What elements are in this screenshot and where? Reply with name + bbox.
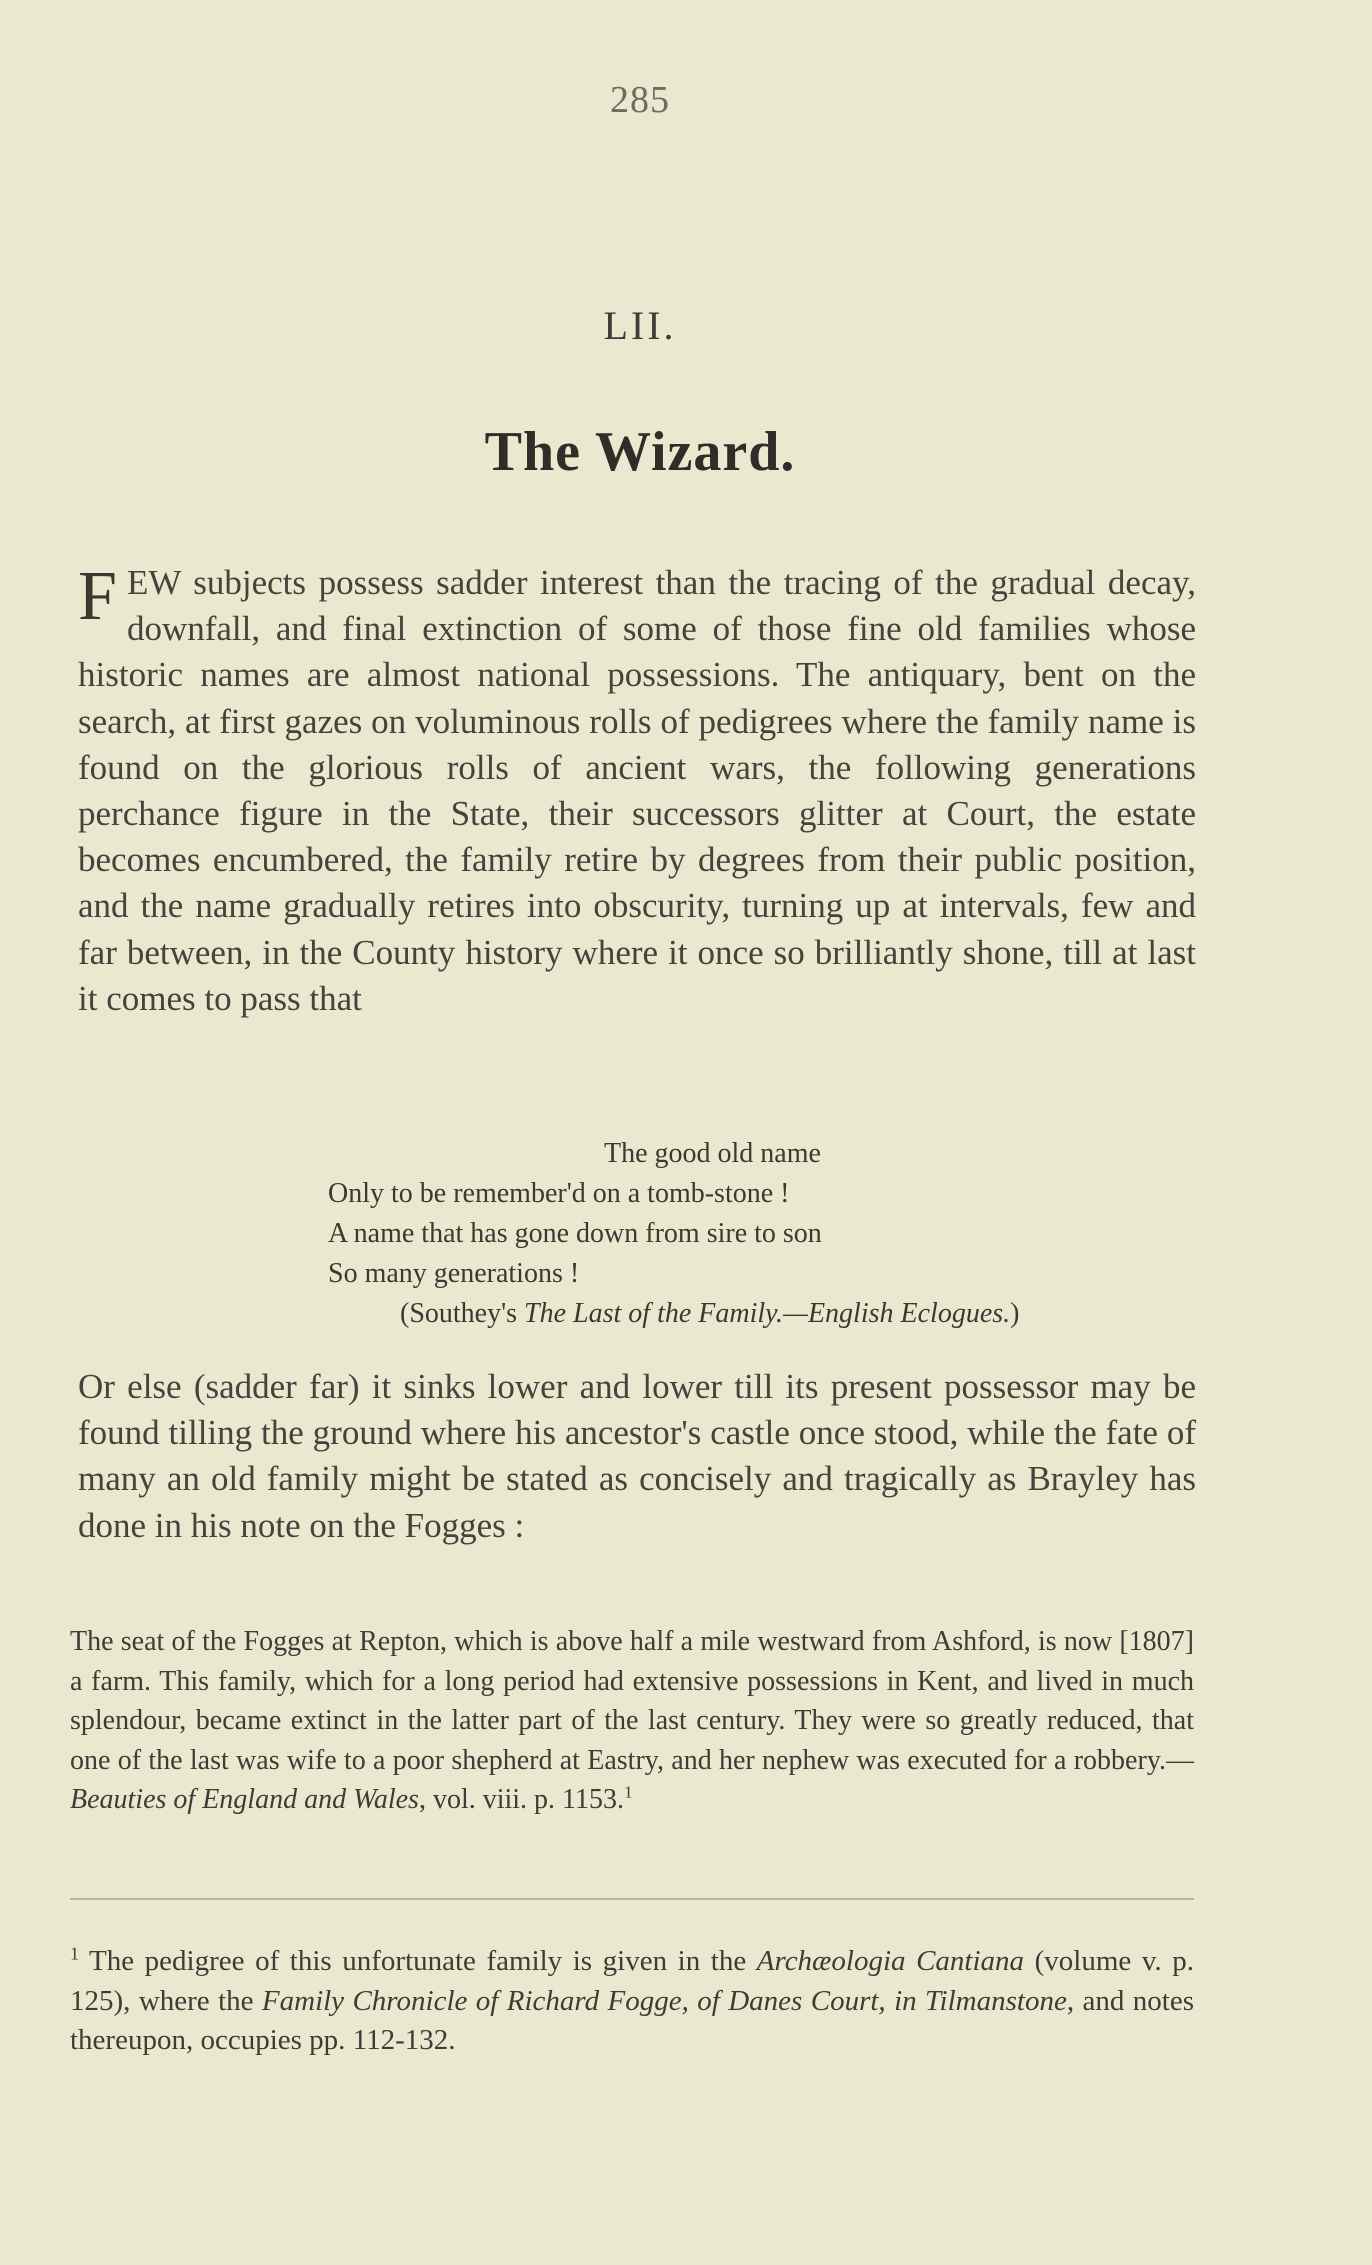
block-quote bbox=[70, 1622, 1194, 1820]
second-paragraph-text: Or else (sadder far) it sinks lower and lower till its present possessor may be found tilling the ground where his ancestor's castle once stood, while the fate of many an old family might be stated as concisely and tragically as Brayley has done in his note on the Fogges : bbox=[78, 1367, 1196, 1545]
quote-text: The seat of the Fogges at Repton, which is above half a mile westward from Ashford, is now [1807] a farm. This family, which for a long period had extensive possessions in Kent, and lived in much splendour, became extinct in the latter part of the last century. They were so greatly reduced, that one of the last was wife to a poor shepherd at Eastry, and her nephew was executed for a robbery. bbox=[70, 1626, 1194, 1776]
footnote-title-1: Archæologia Cantiana bbox=[756, 1945, 1025, 1977]
citation-title: The Last of the Family. bbox=[524, 1298, 784, 1329]
block-quote-text bbox=[70, 1622, 1194, 1820]
chapter-title: The Wizard. bbox=[484, 421, 796, 483]
intro-paragraph bbox=[78, 560, 1196, 1022]
footnote-title-2: Family Chronicle of Richard Fogge, of Danes Court, in Tilmanstone bbox=[261, 1984, 1067, 2017]
page-number: 285 bbox=[610, 79, 670, 121]
footnote-reference: 1 bbox=[624, 1783, 633, 1803]
second-paragraph bbox=[78, 1364, 1196, 1549]
quote-source-title: Beauties of England and Wales bbox=[70, 1784, 419, 1816]
verse-line: A name that has gone down from sire to son bbox=[328, 1218, 822, 1249]
citation-source: English Eclogues. bbox=[807, 1298, 1011, 1329]
verse-line: Only to be remember'd on a tomb-stone ! bbox=[328, 1178, 790, 1209]
citation-suffix: ) bbox=[1010, 1298, 1020, 1329]
footnote-text-after: , and notes thereupon, occupies pp. 112-132. bbox=[70, 1984, 1194, 2057]
quote-dash: — bbox=[1166, 1744, 1194, 1776]
footnote-divider bbox=[70, 1898, 1194, 1900]
footnote-text-before: The pedigree of this unfortunate family is given in the bbox=[78, 1945, 757, 1977]
verse-line: The good old name bbox=[604, 1138, 821, 1169]
intro-paragraph-text bbox=[78, 560, 1196, 1022]
verse-citation bbox=[328, 1294, 1208, 1334]
intro-text: EW subjects possess sadder interest than the tracing of the gradual decay, downfall, and final extinction of some of those fine old families whose historic names are almost national possessions. The antiquary, bent on the search, at first gazes on voluminous rolls of pedigrees where the family name is found on the glorious rolls of ancient wars, the following generations perchance figure in the State, their successors glitter at Court, the estate becomes encumbered, the family retire by degrees from their public position, and the name gradually retires into obscurity, turning up at intervals, few and far between, in the County history where it once so brilliantly shone, till at last it comes to pass that bbox=[78, 563, 1196, 1018]
footnote-text-middle: (volume v. p. 125), where the bbox=[70, 1945, 1194, 2017]
footnote-marker: 1 bbox=[70, 1943, 79, 1964]
drop-cap: F bbox=[78, 558, 117, 635]
chapter-number: LII. bbox=[603, 303, 677, 348]
verse-quotation bbox=[328, 1134, 1208, 1334]
citation-dash: — bbox=[783, 1298, 808, 1329]
quote-source-ref: , vol. viii. p. 1153. bbox=[418, 1784, 625, 1816]
citation-prefix: (Southey's bbox=[400, 1298, 525, 1329]
verse-line: So many generations ! bbox=[328, 1258, 580, 1289]
footnote bbox=[70, 1942, 1194, 2061]
footnote-text bbox=[70, 1942, 1194, 2061]
